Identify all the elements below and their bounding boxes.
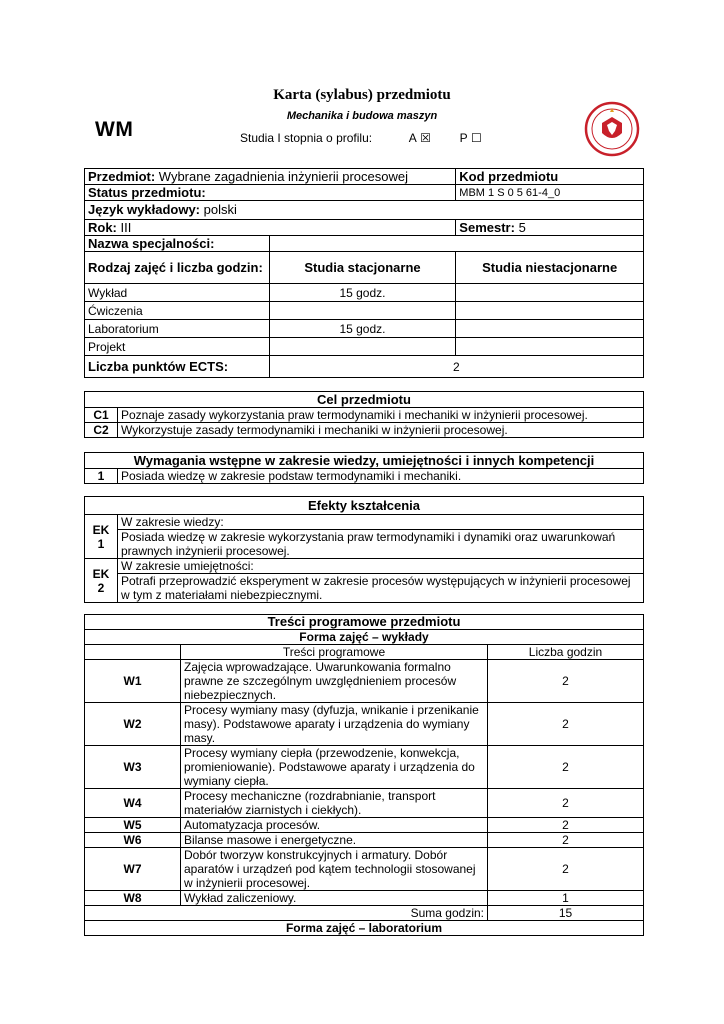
class-name: Ćwiczenia <box>85 302 270 320</box>
lecture-hours: 2 <box>488 789 644 818</box>
outcome-code: EK 2 <box>85 559 118 603</box>
lecture-hours: 2 <box>488 848 644 891</box>
lecture-code: W8 <box>85 891 181 906</box>
status-label: Status przedmiotu: <box>85 185 456 201</box>
lecture-code: W1 <box>85 660 181 703</box>
option-a-label: A <box>408 131 417 145</box>
class-hours-full <box>269 302 456 320</box>
skills-label: W zakresie umiejętności: <box>118 559 644 574</box>
objective-text: Poznaje zasady wykorzystania praw termodynamiki i mechaniki w inżynierii procesowej. <box>118 408 644 423</box>
class-row <box>85 338 644 356</box>
table-row <box>85 848 644 891</box>
lecture-content: Bilanse masowe i energetyczne. <box>181 833 488 848</box>
objective-text: Wykorzystuje zasady termodynamiki i mechaniki w inżynierii procesowej. <box>118 423 644 438</box>
class-name: Wykład <box>85 284 270 302</box>
outcome-code: EK 1 <box>85 515 118 559</box>
hours-column-header: Liczba godzin <box>488 645 644 660</box>
curriculum-title: Treści programowe przedmiotu <box>85 615 644 630</box>
class-row <box>85 284 644 302</box>
option-a-checkbox: ☒ <box>420 131 431 145</box>
lecture-hours: 2 <box>488 660 644 703</box>
specialization-value <box>269 236 643 252</box>
course-info-table <box>84 168 644 378</box>
lecture-content: Dobór tworzyw konstrukcyjnych i armatury. Dobór aparatów i urządzeń pod kątem technologii stosowanej w inżynierii procesowej. <box>181 848 488 891</box>
faculty-logo-text: WM <box>95 118 134 141</box>
table-row <box>85 818 644 833</box>
lecture-content: Wykład zaliczeniowy. <box>181 891 488 906</box>
prerequisites-table <box>84 452 644 484</box>
lecture-code: W5 <box>85 818 181 833</box>
knowledge-label: W zakresie wiedzy: <box>118 515 644 530</box>
lecture-hours: 2 <box>488 833 644 848</box>
class-row <box>85 302 644 320</box>
document-title: Karta (sylabus) przedmiotu <box>273 87 451 103</box>
option-p-label: P <box>459 131 468 145</box>
lecture-form-header: Forma zajęć – wykłady <box>85 630 644 645</box>
lecture-hours: 1 <box>488 891 644 906</box>
class-hours-part <box>456 338 644 356</box>
lecture-content: Zajęcia wprowadzające. Uwarunkowania formalno prawne ze szczególnym uwzględnieniem procesów niebezpiecznych. <box>181 660 488 703</box>
table-row <box>85 833 644 848</box>
prerequisites-title: Wymagania wstępne w zakresie wiedzy, umiejętności i innych kompetencji <box>85 453 644 469</box>
class-hours-full: 15 godz. <box>269 320 456 338</box>
prerequisite-row <box>85 469 644 484</box>
class-hours-full: 15 godz. <box>269 284 456 302</box>
lecture-hours: 2 <box>488 746 644 789</box>
ects-value: 2 <box>269 356 643 378</box>
class-hours-full <box>269 338 456 356</box>
class-hours-part <box>456 302 644 320</box>
language-cell: Język wykładowy: polski <box>85 201 644 220</box>
objective-code: C1 <box>85 408 118 423</box>
lecture-code: W6 <box>85 833 181 848</box>
year-cell: Rok: III <box>85 220 456 236</box>
curriculum-table <box>84 614 644 936</box>
profile-line <box>240 131 482 145</box>
objective-code: C2 <box>85 423 118 438</box>
prerequisite-text: Posiada wiedzę w zakresie podstaw termodynamiki i mechaniki. <box>118 469 644 484</box>
lecture-content: Procesy mechaniczne (rozdrabnianie, transport materiałów ziarnistych i ciekłych). <box>181 789 488 818</box>
lecture-hours: 2 <box>488 703 644 746</box>
content-column-header: Treści programowe <box>181 645 488 660</box>
objective-row <box>85 408 644 423</box>
lecture-code: W2 <box>85 703 181 746</box>
learning-outcomes-table <box>84 496 644 603</box>
document-subtitle: Mechanika i budowa maszyn <box>286 110 438 122</box>
header-blank <box>85 645 181 660</box>
full-time-header: Studia stacjonarne <box>269 252 456 284</box>
lecture-code: W3 <box>85 746 181 789</box>
specialization-label: Nazwa specjalności: <box>85 236 270 252</box>
outcomes-title: Efekty kształcenia <box>85 497 644 515</box>
lecture-content: Procesy wymiany ciepła (przewodzenie, konwekcja, promieniowanie). Podstawowe aparaty i urządzenia do wymiany ciepła. <box>181 746 488 789</box>
table-row <box>85 660 644 703</box>
total-hours-value: 15 <box>488 906 644 921</box>
profile-label: Studia I stopnia o profilu: <box>240 131 373 145</box>
table-row <box>85 789 644 818</box>
part-time-header: Studia niestacjonarne <box>456 252 644 284</box>
table-row <box>85 746 644 789</box>
outcome-text: Posiada wiedzę w zakresie wykorzystania praw termodynamiki i dynamiki oraz uwarunkowań prawnych inżynierii procesowej. <box>118 530 644 559</box>
prerequisite-code: 1 <box>85 469 118 484</box>
objective-row <box>85 423 644 438</box>
lab-form-header: Forma zajęć – laboratorium <box>85 921 644 936</box>
lecture-code: W4 <box>85 789 181 818</box>
class-name: Projekt <box>85 338 270 356</box>
course-code-label: Kod przedmiotu <box>456 169 644 185</box>
objectives-table <box>84 391 644 438</box>
course-name-cell: Przedmiot: Wybrane zagadnienia inżynierii procesowej <box>85 169 456 185</box>
lecture-content: Procesy wymiany masy (dyfuzja, wnikanie i przenikanie masy). Podstawowe aparaty i urządzenia do wymiany masy. <box>181 703 488 746</box>
class-row <box>85 320 644 338</box>
class-type-label: Rodzaj zajęć i liczba godzin: <box>85 252 270 284</box>
total-hours-label: Suma godzin: <box>85 906 488 921</box>
course-code-value: MBM 1 S 0 5 61-4_0 <box>456 185 644 201</box>
table-row <box>85 891 644 906</box>
lecture-code: W7 <box>85 848 181 891</box>
university-emblem-icon <box>584 101 640 157</box>
lecture-content: Automatyzacja procesów. <box>181 818 488 833</box>
class-name: Laboratorium <box>85 320 270 338</box>
ects-label: Liczba punktów ECTS: <box>85 356 270 378</box>
class-hours-part <box>456 284 644 302</box>
class-hours-part <box>456 320 644 338</box>
outcome-text: Potrafi przeprowadzić eksperyment w zakresie procesów występujących w inżynierii procesowej w tym z materiałami niebezpiecznymi. <box>118 574 644 603</box>
table-row <box>85 703 644 746</box>
lecture-hours: 2 <box>488 818 644 833</box>
semester-cell: Semestr: 5 <box>456 220 644 236</box>
objectives-title: Cel przedmiotu <box>85 392 644 408</box>
option-p-checkbox: ☐ <box>470 131 482 145</box>
